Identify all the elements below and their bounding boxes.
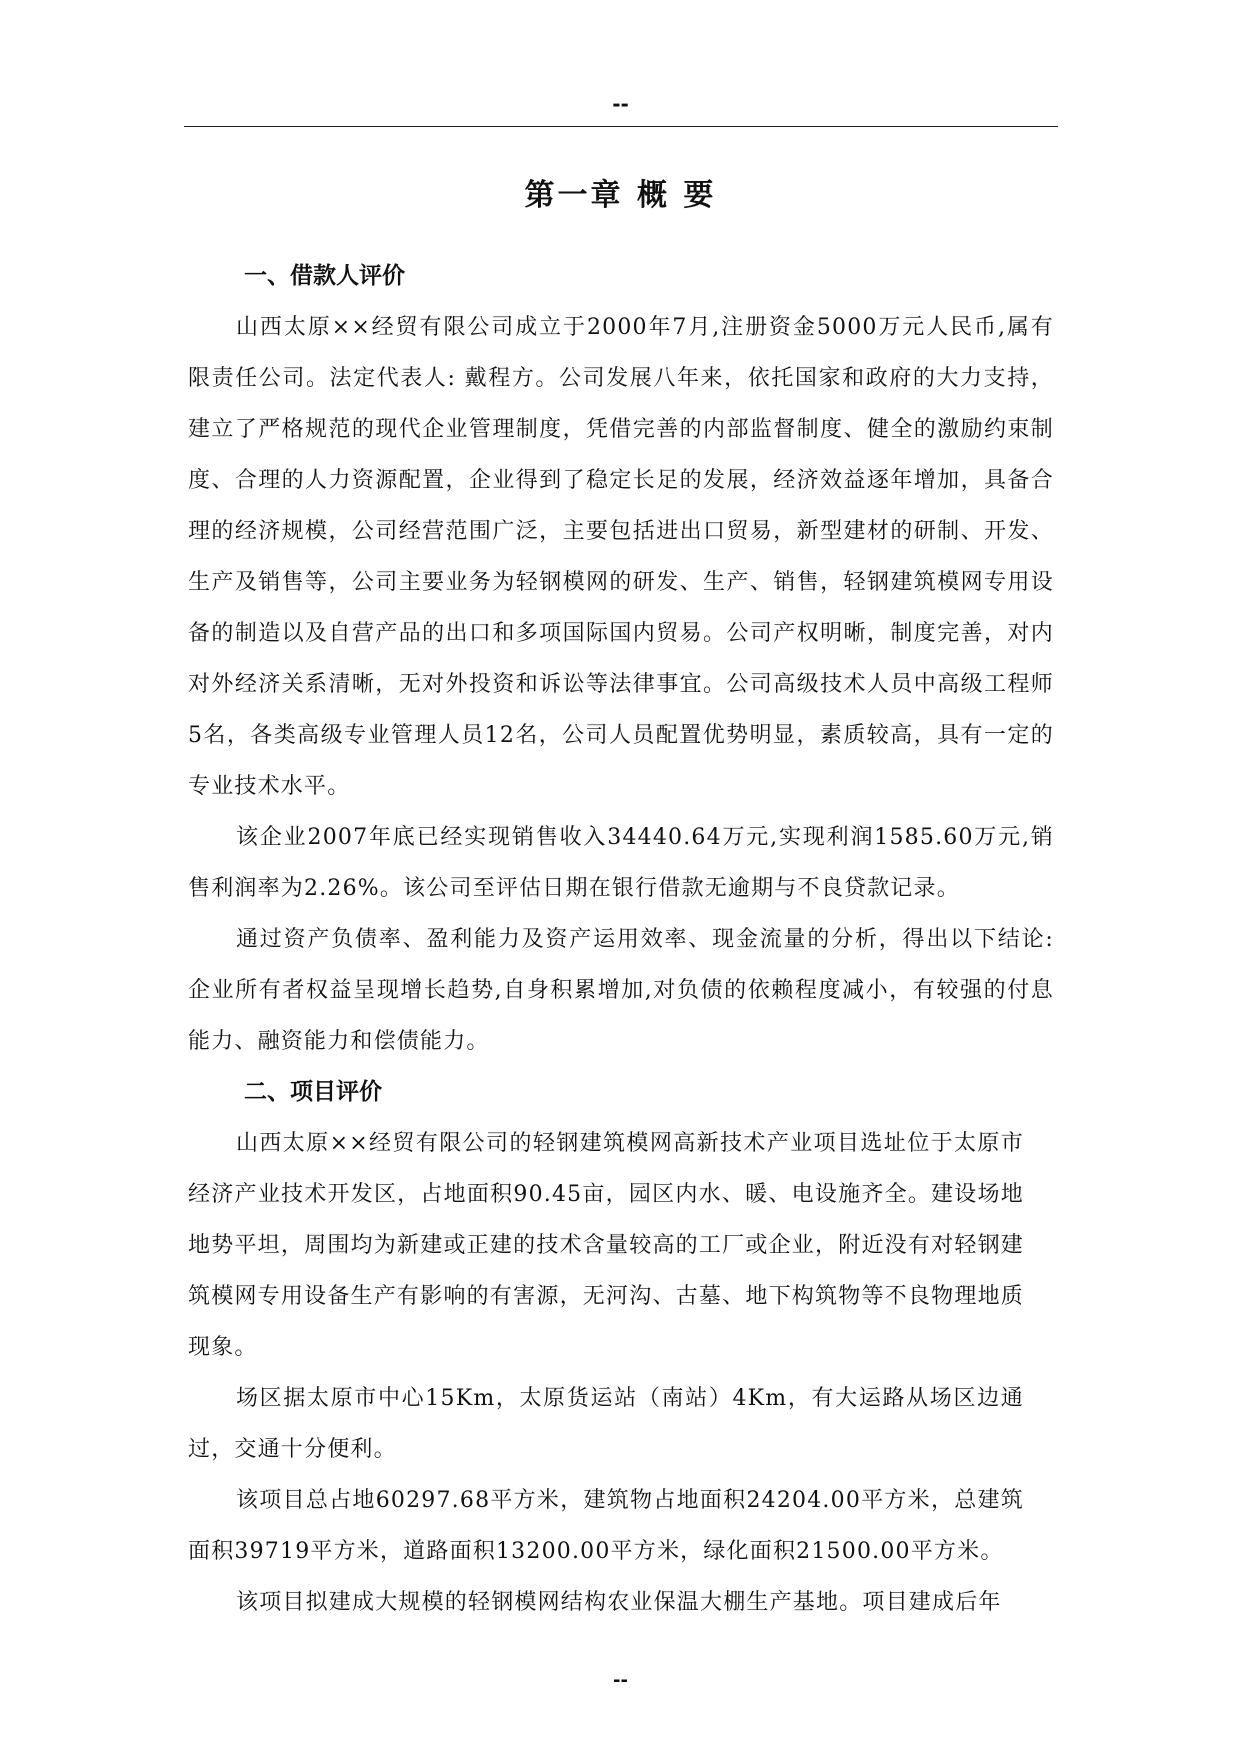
section-heading-project: 二、项目评价 [244, 1079, 382, 1105]
header-divider [184, 126, 1058, 127]
document-body [188, 251, 1054, 1628]
page-footer-mark: -- [613, 1670, 628, 1691]
paragraph-project-site: 山西太原××经贸有限公司的轻钢建筑模网高新技术产业项目选址位于太原市经济产业技术开发区，占地面积90.45亩，园区内水、暖、电设施齐全。建设场地地势平坦，周围均为新建或正建的技术含量较高的工厂或企业，附近没有对轻钢建筑模网专用设备生产有影响的有害源，无河沟、古墓、地下构筑物等不良物理地质现象。 [188, 1131, 1024, 1360]
paragraph-project-goal: 该项目拟建成大规模的轻钢模网结构农业保温大棚生产基地。项目建成后年 [236, 1590, 1002, 1615]
paragraph-project-transport: 场区据太原市中心15Km，太原货运站（南站）4Km，有大运路从场区边通过，交通十分便利。 [188, 1386, 1024, 1462]
section-heading-borrower: 一、借款人评价 [244, 263, 405, 289]
page-header-mark: -- [612, 92, 629, 116]
paragraph-borrower-overview: 山西太原××经贸有限公司成立于2000年7月,注册资金5000万元人民币,属有限责任公司。法定代表人: 戴程方。公司发展八年来，依托国家和政府的大力支持，建立了严格规范的现代企业管理制度，凭借完善的内部监督制度、健全的激励约束制度、合理的人力资源配置，企业得到了稳定长足的发展，经济效益逐年增加，具备合理的经济规模，公司经营范围广泛，主要包括进出口贸易，新型建材的研制、开发、生产及销售等，公司主要业务为轻钢模网的研发、生产、销售，轻钢建筑模网专用设备的制造以及自营产品的出口和多项国际国内贸易。公司产权明晰，制度完善，对内对外经济关系清晰，无对外投资和诉讼等法律事宜。公司高级技术人员中高级工程师5名，各类高级专业管理人员12名，公司人员配置优势明显，素质较高，具有一定的专业技术水平。 [188, 315, 1054, 799]
paragraph-borrower-sales: 该企业2007年底已经实现销售收入34440.64万元,实现利润1585.60万元,销售利润率为2.26%。该公司至评估日期在银行借款无逾期与不良贷款记录。 [188, 825, 1054, 901]
paragraph-project-area: 该项目总占地60297.68平方米，建筑物占地面积24204.00平方米，总建筑面积39719平方米，道路面积13200.00平方米，绿化面积21500.00平方米。 [188, 1488, 1024, 1564]
paragraph-borrower-conclusion: 通过资产负债率、盈利能力及资产运用效率、现金流量的分析，得出以下结论: 企业所有者权益呈现增长趋势,自身积累增加,对负债的依赖程度减小，有较强的付息能力、融资能力和偿债能力。 [188, 927, 1054, 1054]
chapter-title: 第一章 概 要 [524, 178, 717, 214]
